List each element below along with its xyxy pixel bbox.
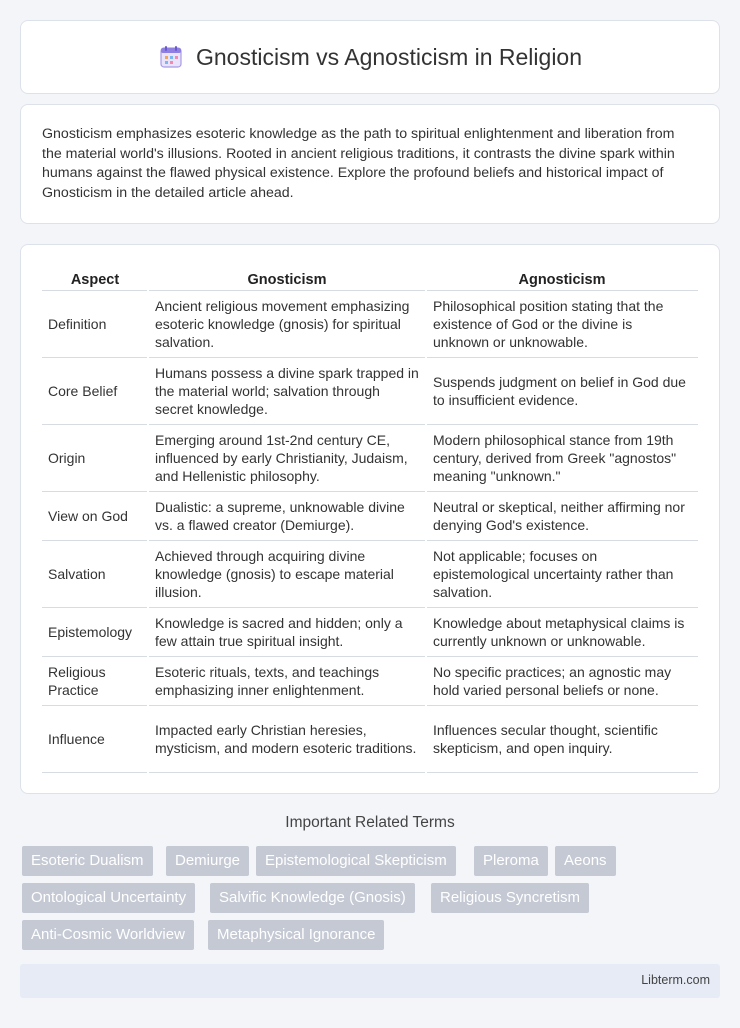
related-term-tag[interactable]: Aeons: [555, 846, 616, 876]
cell-gnosticism: Knowledge is sacred and hidden; only a few attain true spiritual insight.: [148, 607, 426, 656]
cell-aspect: Religious Practice: [42, 656, 148, 705]
cell-gnosticism: Dualistic: a supreme, unknowable divine vs. a flawed creator (Demiurge).: [148, 491, 426, 540]
cell-aspect: Core Belief: [42, 357, 148, 424]
comparison-table: [42, 265, 698, 773]
header-card: [20, 20, 720, 94]
cell-gnosticism: Humans possess a divine spark trapped in the material world; salvation through secret knowledge.: [148, 357, 426, 424]
comparison-card: [20, 244, 720, 794]
table-row: [42, 357, 698, 424]
table-row: [42, 705, 698, 772]
cell-agnosticism: Philosophical position stating that the existence of God or the divine is unknown or unknowable.: [426, 290, 698, 357]
cell-gnosticism: Emerging around 1st-2nd century CE, influenced by early Christianity, Judaism, and Hellenistic philosophy.: [148, 424, 426, 491]
cell-agnosticism: Knowledge about metaphysical claims is currently unknown or unknowable.: [426, 607, 698, 656]
cell-aspect: Definition: [42, 290, 148, 357]
footer-site[interactable]: Libterm.com: [641, 973, 710, 987]
table-row: [42, 607, 698, 656]
table-row: [42, 491, 698, 540]
related-term-tag[interactable]: Demiurge: [166, 846, 249, 876]
related-terms-title: Important Related Terms: [285, 814, 455, 831]
cell-gnosticism: Esoteric rituals, texts, and teachings emphasizing inner enlightenment.: [148, 656, 426, 705]
cell-gnosticism: Achieved through acquiring divine knowledge (gnosis) to escape material illusion.: [148, 540, 426, 607]
cell-gnosticism: Impacted early Christian heresies, mysticism, and modern esoteric traditions.: [148, 705, 426, 772]
related-term-tag[interactable]: Metaphysical Ignorance: [208, 920, 384, 950]
related-term-tag[interactable]: Salvific Knowledge (Gnosis): [210, 883, 415, 913]
header-agnosticism: Agnosticism: [518, 271, 606, 288]
cell-gnosticism: Ancient religious movement emphasizing esoteric knowledge (gnosis) for spiritual salvation.: [148, 290, 426, 357]
table-row: [42, 540, 698, 607]
header-aspect: Aspect: [70, 271, 120, 288]
cell-aspect: Origin: [42, 424, 148, 491]
cell-agnosticism: No specific practices; an agnostic may hold varied personal beliefs or none.: [426, 656, 698, 705]
table-header-row: [42, 265, 698, 290]
table-row: [42, 424, 698, 491]
cell-agnosticism: Influences secular thought, scientific skepticism, and open inquiry.: [426, 705, 698, 772]
cell-agnosticism: Suspends judgment on belief in God due to insufficient evidence.: [426, 357, 698, 424]
cell-agnosticism: Not applicable; focuses on epistemological uncertainty rather than salvation.: [426, 540, 698, 607]
calendar-icon: [158, 44, 184, 70]
table-row: [42, 290, 698, 357]
intro-card: [20, 104, 720, 224]
cell-aspect: Influence: [42, 705, 148, 772]
related-term-tag[interactable]: Religious Syncretism: [431, 883, 589, 913]
related-term-tag[interactable]: Epistemological Skepticism: [256, 846, 456, 876]
related-term-tag[interactable]: Esoteric Dualism: [22, 846, 153, 876]
cell-aspect: View on God: [42, 491, 148, 540]
cell-agnosticism: Modern philosophical stance from 19th century, derived from Greek "agnostos" meaning "unknown.": [426, 424, 698, 491]
header-gnosticism: Gnosticism: [247, 271, 327, 288]
page-title: Gnosticism vs Agnosticism in Religion: [195, 43, 583, 70]
related-term-tag[interactable]: Ontological Uncertainty: [22, 883, 195, 913]
related-term-tag[interactable]: Anti-Cosmic Worldview: [22, 920, 194, 950]
footer: [20, 964, 720, 998]
related-term-tag[interactable]: Pleroma: [474, 846, 548, 876]
cell-agnosticism: Neutral or skeptical, neither affirming nor denying God's existence.: [426, 491, 698, 540]
cell-aspect: Epistemology: [42, 607, 148, 656]
table-row: [42, 656, 698, 705]
cell-aspect: Salvation: [42, 540, 148, 607]
intro-text: Gnosticism emphasizes esoteric knowledge as the path to spiritual enlightenment and liberation from the material world's illusions. Rooted in ancient religious traditions, it contrasts the divine spark within humans against the flawed physical existence. Explore the profound beliefs and historical impact of Gnosticism in the detailed article ahead.: [42, 126, 675, 201]
